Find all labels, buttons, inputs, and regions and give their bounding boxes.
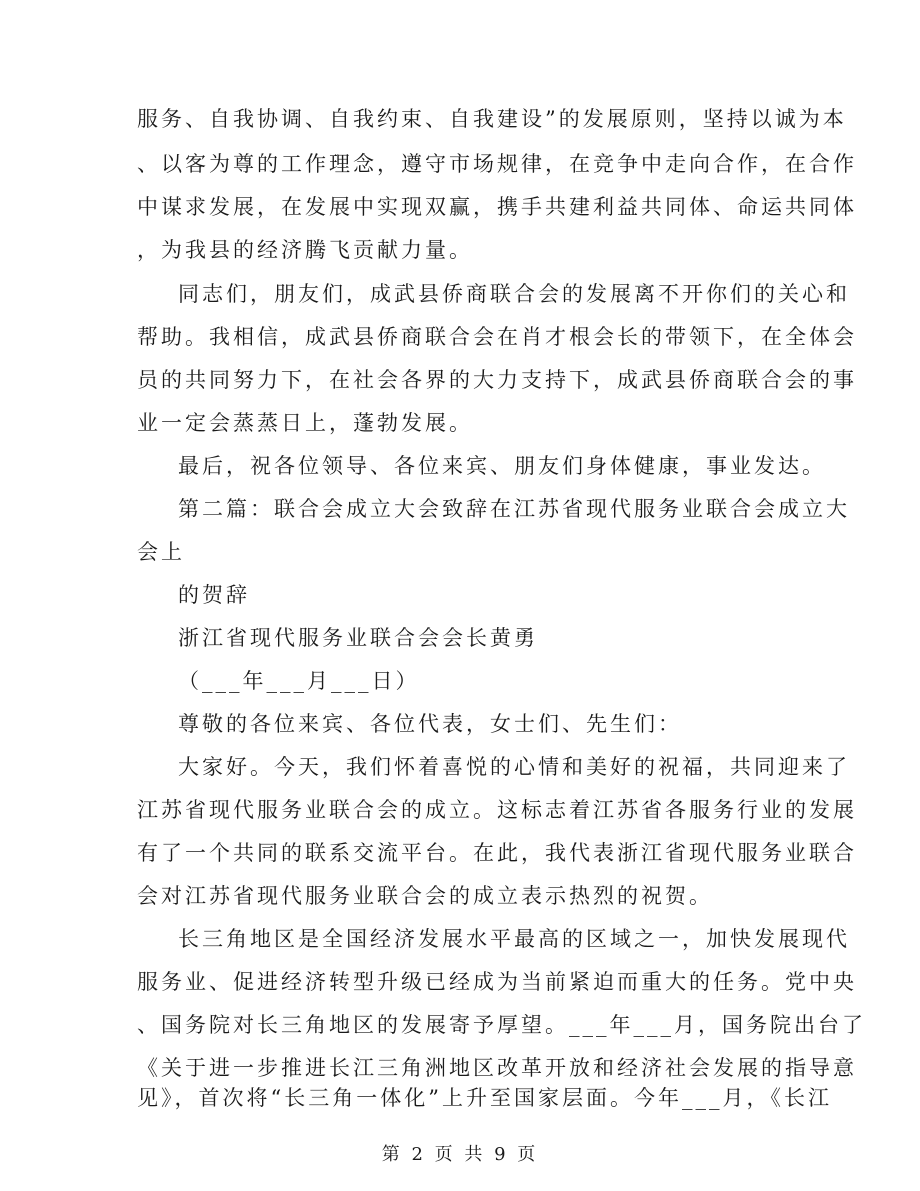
body-text-line: 、国务院对长三角地区的发展寄予厚望。___年___月，国务院出台了 (137, 1013, 866, 1037)
section-heading: 第二篇：联合会成立大会致辞在江苏省现代服务业联合会成立大 (178, 497, 850, 521)
body-text-line: 员的共同努力下，在社会各界的大力支持下，成武县侨商联合会的事 (137, 368, 857, 392)
body-text-line: 见》，首次将“长三角一体化”上升至国家层面。今年___月，《长江 (137, 1086, 832, 1110)
paragraph-first-line: 大家好。今天，我们怀着喜悦的心情和美好的祝福，共同迎来了 (178, 755, 850, 779)
body-text-line: 中谋求发展，在发展中实现双赢，携手共建利益共同体、命运共同体 (137, 195, 857, 219)
body-text-line: ，为我县的经济腾飞贡献力量。 (137, 238, 473, 262)
section-heading-continuation: 会上 (137, 540, 185, 564)
body-text-line: 《关于进一步推进长江三角洲地区改革开放和经济社会发展的指导意 (137, 1056, 857, 1080)
paragraph-first-line: 长三角地区是全国经济发展水平最高的区域之一，加快发展现代 (178, 927, 850, 951)
salutation: 尊敬的各位来宾、各位代表，女士们、先生们： (178, 712, 682, 736)
body-text-line: 、以客为尊的工作理念，遵守市场规律，在竞争中走向合作，在合作 (137, 152, 857, 176)
body-text-line: 有了一个共同的联系交流平台。在此，我代表浙江省现代服务业联合 (137, 841, 857, 865)
body-text-line: 服务业、促进经济转型升级已经成为当前紧迫而重大的任务。党中央 (137, 970, 857, 994)
date-line: （___年___月___日） (178, 669, 420, 693)
body-text-line: 会对江苏省现代服务业联合会的成立表示热烈的祝贺。 (137, 884, 713, 908)
page-footer: 第 2 页 共 9 页 (381, 1144, 539, 1165)
body-text-line: 业一定会蒸蒸日上，蓬勃发展。 (137, 411, 473, 435)
body-text-line: 江苏省现代服务业联合会的成立。这标志着江苏省各服务行业的发展 (137, 798, 857, 822)
paragraph-first-line: 同志们，朋友们，成武县侨商联合会的发展离不开你们的关心和 (178, 282, 850, 306)
section-subtitle: 的贺辞 (178, 583, 250, 607)
body-text-line: 服务、自我协调、自我约束、自我建设”的发展原则，坚持以诚为本 (137, 107, 847, 131)
author-line: 浙江省现代服务业联合会会长黄勇 (178, 626, 538, 650)
paragraph-first-line: 最后，祝各位领导、各位来宾、朋友们身体健康，事业发达。 (178, 454, 826, 478)
body-text-line: 帮助。我相信，成武县侨商联合会在肖才根会长的带领下，在全体会 (137, 325, 857, 349)
